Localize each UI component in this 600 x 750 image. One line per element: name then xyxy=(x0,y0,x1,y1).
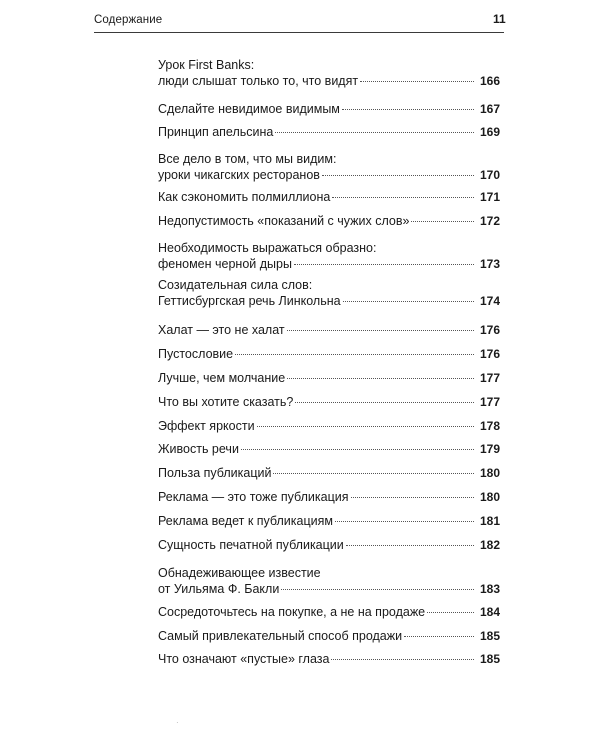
toc-entry-page-number: 172 xyxy=(479,214,500,228)
page-number: 11 xyxy=(493,12,506,26)
toc-entry[interactable] xyxy=(158,370,500,386)
toc-entry-page-number: 185 xyxy=(479,652,500,666)
toc-entry-title-line: Что вы хотите сказать? xyxy=(158,395,294,409)
toc-entry-page-number: 184 xyxy=(479,605,500,619)
toc-entry[interactable] xyxy=(158,628,500,644)
toc-entry-page-number: 182 xyxy=(479,538,500,552)
toc-entry-page-number: 169 xyxy=(479,125,500,139)
toc-entry[interactable] xyxy=(158,57,500,89)
dot-leader xyxy=(351,497,474,498)
dot-leader xyxy=(411,221,474,222)
toc-entry[interactable] xyxy=(158,189,500,205)
toc-entry[interactable] xyxy=(158,240,500,272)
toc-entry-title-line: Сосредоточьтесь на покупке, а не на продаже xyxy=(158,605,426,619)
toc-entry-title-line: Реклама — это тоже публикация xyxy=(158,490,349,504)
toc-entry-title-line: уроки чикагских ресторанов xyxy=(158,168,320,182)
dot-leader xyxy=(281,589,474,590)
toc-entry-page-number: 177 xyxy=(479,371,500,385)
dot-leader xyxy=(331,659,474,660)
toc-entry-page-number: 176 xyxy=(479,323,500,337)
dot-leader xyxy=(335,521,474,522)
toc-entry-title-line: Недопустимость «показаний с чужих слов» xyxy=(158,214,410,228)
toc-entry[interactable] xyxy=(158,441,500,457)
toc-entry-title-line: Живость речи xyxy=(158,442,239,456)
dot-leader xyxy=(360,81,474,82)
dot-leader xyxy=(346,545,474,546)
toc-entry[interactable] xyxy=(158,346,500,362)
bottom-speck: · xyxy=(176,718,179,727)
toc-entry-page-number: 174 xyxy=(479,294,500,308)
dot-leader xyxy=(287,330,474,331)
toc-entry[interactable] xyxy=(158,394,500,410)
dot-leader xyxy=(342,109,474,110)
toc-entry-page-number: 176 xyxy=(479,347,500,361)
toc-entry-title-line: Реклама ведет к публикациям xyxy=(158,514,333,528)
dot-leader xyxy=(275,132,474,133)
running-head: Содержание xyxy=(94,14,163,26)
toc-entry[interactable] xyxy=(158,565,500,597)
toc-entry[interactable] xyxy=(158,513,500,529)
toc-entry-title-line: Урок First Banks: xyxy=(158,58,255,72)
toc-entry-page-number: 180 xyxy=(479,466,500,480)
dot-leader xyxy=(322,175,474,176)
toc-entry-title-line: Сущность печатной публикации xyxy=(158,538,344,552)
dot-leader xyxy=(427,612,474,613)
toc-entry[interactable] xyxy=(158,322,500,338)
toc-entry-page-number: 177 xyxy=(479,395,500,409)
toc-entry-title-line: Самый привлекательный способ продажи xyxy=(158,629,403,643)
header-rule xyxy=(94,32,504,33)
dot-leader xyxy=(273,473,473,474)
toc-entry-title-line: Что означают «пустые» глаза xyxy=(158,652,330,666)
toc-entry-page-number: 171 xyxy=(479,190,500,204)
dot-leader xyxy=(241,449,474,450)
toc-entry-page-number: 183 xyxy=(479,582,500,596)
toc-entry-page-number: 170 xyxy=(479,168,500,182)
toc-entry-title-line: Сделайте невидимое видимым xyxy=(158,102,340,116)
toc-entry[interactable] xyxy=(158,124,500,140)
toc-entry[interactable] xyxy=(158,537,500,553)
toc-entry-page-number: 185 xyxy=(479,629,500,643)
toc-entry[interactable] xyxy=(158,489,500,505)
toc-entry[interactable] xyxy=(158,277,500,309)
toc-entry[interactable] xyxy=(158,151,500,183)
toc-entry-title-line: Халат — это не халат xyxy=(158,323,285,337)
dot-leader xyxy=(287,378,474,379)
toc-entry-title-line: Необходимость выражаться образно: xyxy=(158,241,377,255)
toc-entry[interactable] xyxy=(158,651,500,667)
toc-entry-title-line: Принцип апельсина xyxy=(158,125,274,139)
toc-entry-title-line: Обнадеживающее известие xyxy=(158,566,321,580)
toc-entry-title-line: от Уильяма Ф. Бакли xyxy=(158,582,280,596)
toc-entry-title-line: Польза публикаций xyxy=(158,466,272,480)
toc-entry-page-number: 178 xyxy=(479,419,500,433)
dot-leader xyxy=(295,402,474,403)
toc-entry-title-line: Созидательная сила слов: xyxy=(158,278,313,292)
toc-entry-page-number: 166 xyxy=(479,74,500,88)
dot-leader xyxy=(404,636,474,637)
toc-entry-title-line: Эффект яркости xyxy=(158,419,255,433)
toc-entry-title-line: Пустословие xyxy=(158,347,234,361)
dot-leader xyxy=(257,426,474,427)
toc-entry-title-line: Геттисбургская речь Линкольна xyxy=(158,294,341,308)
toc-entry[interactable] xyxy=(158,101,500,117)
toc-entry-title-line: люди слышат только то, что видят xyxy=(158,74,359,88)
dot-leader xyxy=(235,354,474,355)
dot-leader xyxy=(332,197,474,198)
dot-leader xyxy=(294,264,474,265)
toc-entry[interactable] xyxy=(158,418,500,434)
toc-entry[interactable] xyxy=(158,465,500,481)
toc-entry-page-number: 167 xyxy=(479,102,500,116)
toc-entry-page-number: 180 xyxy=(479,490,500,504)
toc-entry[interactable] xyxy=(158,604,500,620)
toc-entry-page-number: 179 xyxy=(479,442,500,456)
toc-entry-title-line: феномен черной дыры xyxy=(158,257,292,271)
toc-entry-page-number: 181 xyxy=(479,514,500,528)
toc-entry-title-line: Как сэкономить полмиллиона xyxy=(158,190,331,204)
toc-entry-page-number: 173 xyxy=(479,257,500,271)
toc-entry-title-line: Все дело в том, что мы видим: xyxy=(158,152,337,166)
dot-leader xyxy=(343,301,474,302)
toc-entry[interactable] xyxy=(158,213,500,229)
toc-entry-title-line: Лучше, чем молчание xyxy=(158,371,286,385)
